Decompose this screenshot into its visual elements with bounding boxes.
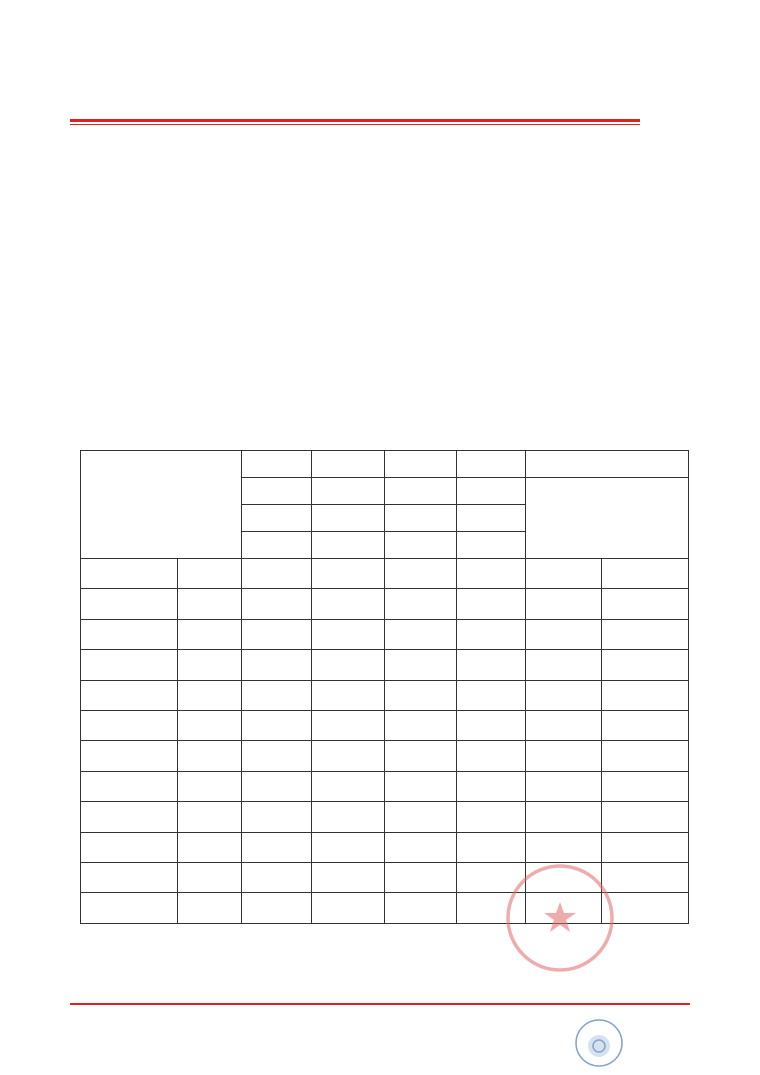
- cell-abstain-share: [526, 589, 602, 619]
- received-value: [312, 478, 385, 505]
- cell-not-recall-share: [385, 619, 457, 649]
- cell-abstain-share: [526, 650, 602, 680]
- header-name: [81, 559, 178, 589]
- cell-not-recall: [312, 771, 385, 801]
- cell-abstain-share: [526, 832, 602, 862]
- header-abstain: [457, 559, 526, 589]
- header-not-recall-share: [385, 559, 457, 589]
- cell-abstain: [457, 589, 526, 619]
- header-not-recall: [312, 559, 385, 589]
- cell-recall: [178, 589, 242, 619]
- results-table: [80, 450, 689, 924]
- issued-pct: [242, 532, 312, 559]
- cell-recall-share: [242, 802, 312, 832]
- table-row: [81, 832, 689, 862]
- cell-recall-share: [242, 862, 312, 892]
- cell-abstain: [457, 680, 526, 710]
- cell-result: [602, 710, 689, 740]
- cell-not-recall-share: [385, 802, 457, 832]
- cell-name: [81, 680, 178, 710]
- cell-abstain: [457, 710, 526, 740]
- valid-pct: [385, 532, 457, 559]
- cell-recall-share: [242, 650, 312, 680]
- valid-label: [385, 451, 457, 478]
- cell-result: [602, 680, 689, 710]
- received-label: [312, 451, 385, 478]
- issued-share-label: [242, 505, 312, 532]
- cell-not-recall: [312, 832, 385, 862]
- cell-name: [81, 832, 178, 862]
- cell-not-recall: [312, 650, 385, 680]
- bottom-rule: [70, 1003, 690, 1005]
- valid-value: [385, 478, 457, 505]
- cell-not-recall-share: [385, 589, 457, 619]
- cell-abstain: [457, 832, 526, 862]
- cell-abstain: [457, 802, 526, 832]
- invalid-label: [457, 451, 526, 478]
- table-row: [81, 589, 689, 619]
- cell-abstain-share: [526, 741, 602, 771]
- cell-recall-share: [242, 680, 312, 710]
- cell-recall: [178, 862, 242, 892]
- cell-recall: [178, 741, 242, 771]
- cell-not-recall-share: [385, 650, 457, 680]
- cell-name: [81, 741, 178, 771]
- participants-cell: [81, 451, 242, 559]
- cell-recall-share: [242, 741, 312, 771]
- cell-not-recall-share: [385, 680, 457, 710]
- letterhead-rule-thick: [70, 119, 640, 122]
- cell-recall-share: [242, 893, 312, 923]
- cell-result: [602, 650, 689, 680]
- cell-abstain-share: [526, 802, 602, 832]
- header-abstain-share: [526, 559, 602, 589]
- cell-not-recall: [312, 741, 385, 771]
- issued-label: [242, 451, 312, 478]
- cell-not-recall-share: [385, 710, 457, 740]
- cell-not-recall-share: [385, 862, 457, 892]
- cell-not-recall: [312, 893, 385, 923]
- table-row: [81, 802, 689, 832]
- cell-result: [602, 832, 689, 862]
- invalid-pct: [457, 532, 526, 559]
- letterhead-rule-thin: [70, 124, 640, 125]
- table-row: [81, 771, 689, 801]
- header-recall-share: [242, 559, 312, 589]
- cell-recall-share: [242, 589, 312, 619]
- cell-not-recall: [312, 680, 385, 710]
- cell-recall: [178, 802, 242, 832]
- cell-not-recall-share: [385, 832, 457, 862]
- cell-abstain-share: [526, 710, 602, 740]
- cell-not-recall-share: [385, 741, 457, 771]
- valid-share-label: [385, 505, 457, 532]
- cell-name: [81, 771, 178, 801]
- remarks-label: [526, 451, 689, 478]
- cell-abstain: [457, 650, 526, 680]
- table-row: [81, 650, 689, 680]
- cell-name: [81, 710, 178, 740]
- cell-abstain: [457, 741, 526, 771]
- cell-abstain-share: [526, 619, 602, 649]
- forum-watermark: [574, 1016, 754, 1072]
- cell-recall: [178, 893, 242, 923]
- cell-name: [81, 802, 178, 832]
- cell-not-recall: [312, 862, 385, 892]
- cell-result: [602, 741, 689, 771]
- received-pct: [312, 532, 385, 559]
- received-share-label: [312, 505, 385, 532]
- cell-abstain-share: [526, 680, 602, 710]
- cell-recall: [178, 832, 242, 862]
- cell-recall-share: [242, 771, 312, 801]
- cell-not-recall-share: [385, 771, 457, 801]
- cell-result: [602, 771, 689, 801]
- cell-recall: [178, 619, 242, 649]
- detail-header-row: [81, 559, 689, 589]
- cell-not-recall: [312, 802, 385, 832]
- cell-abstain-share: [526, 771, 602, 801]
- header-result: [602, 559, 689, 589]
- forum-logo-icon: [574, 1018, 624, 1068]
- remarks-text: [526, 478, 689, 559]
- invalid-share-label: [457, 505, 526, 532]
- cell-recall-share: [242, 710, 312, 740]
- cell-name: [81, 893, 178, 923]
- header-recall: [178, 559, 242, 589]
- cell-recall: [178, 771, 242, 801]
- table-row: [81, 619, 689, 649]
- table-row: [81, 680, 689, 710]
- cell-recall-share: [242, 619, 312, 649]
- table-row: [81, 741, 689, 771]
- issued-value: [242, 478, 312, 505]
- cell-not-recall: [312, 589, 385, 619]
- cell-result: [602, 802, 689, 832]
- cell-recall: [178, 710, 242, 740]
- cell-name: [81, 589, 178, 619]
- cell-name: [81, 650, 178, 680]
- cell-name: [81, 862, 178, 892]
- invalid-value: [457, 478, 526, 505]
- cell-abstain: [457, 619, 526, 649]
- cell-abstain: [457, 771, 526, 801]
- cell-result: [602, 619, 689, 649]
- table-row: [81, 710, 689, 740]
- cell-recall: [178, 650, 242, 680]
- cell-not-recall-share: [385, 893, 457, 923]
- cell-recall-share: [242, 832, 312, 862]
- cell-recall: [178, 680, 242, 710]
- cell-name: [81, 619, 178, 649]
- official-seal-icon: [504, 862, 616, 974]
- cell-result: [602, 589, 689, 619]
- cell-not-recall: [312, 619, 385, 649]
- cell-not-recall: [312, 710, 385, 740]
